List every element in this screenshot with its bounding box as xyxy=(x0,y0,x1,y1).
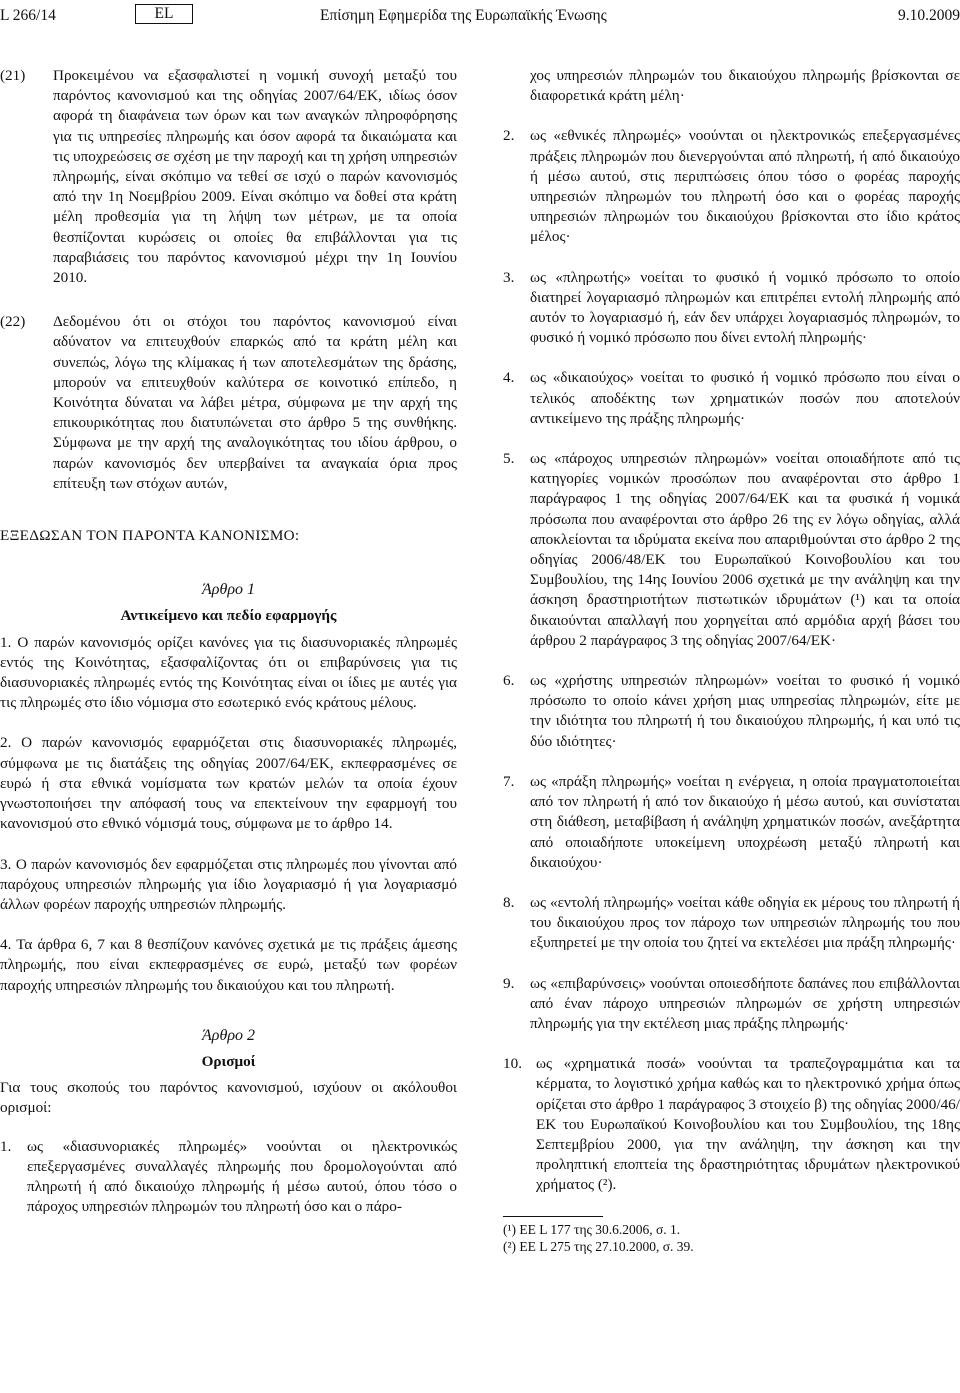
article-title: Ορισμοί xyxy=(201,1052,256,1070)
article-title: Αντικείμενο και πεδίο εφαρμογής xyxy=(120,607,337,625)
definition-text: ως «επιβαρύνσεις» νοούνται οποιεσδήποτε δαπάνες που επιβάλλονται από έναν πάροχο υπηρεσιών πληρωμών σε χρήστη υπηρεσιών πληρωμής για την εκτέλεση μιας πράξης πληρωμής· xyxy=(530,974,960,1032)
article-paragraph: 3. Ο παρών κανονισμός δεν εφαρμόζεται στις πληρωμές που γίνονται από παρόχους υπηρεσιών πληρωμής για ίδιο λογαριασμό ή για λογαριασμό άλλων φορέων παροχής υπηρεσιών πληρωμής. xyxy=(0,855,457,913)
journal-date: 9.10.2009 xyxy=(898,7,960,24)
footnote-rule xyxy=(503,1216,603,1217)
definition-item xyxy=(503,368,960,429)
recital xyxy=(0,66,457,288)
definition-text: ως «εντολή πληρωμής» νοείται κάθε οδηγία εκ μέρους του πληρωτή ή του δικαιούχου προς τον πάροχο των υπηρεσιών πληρωμής του που εξυπηρετεί με την οποία του ζητεί να εκτελέσει μια πράξη πληρωμής· xyxy=(530,893,960,952)
definition-number: 6. xyxy=(503,672,515,690)
page-number: L 266/14 xyxy=(0,7,56,24)
recital xyxy=(0,312,457,494)
definition-text: ως «πάροχος υπηρεσιών πληρωμών» νοείται οποιαδήποτε από τις κατηγορίες νομικών προσώπων που αναφέρονται στο άρθρο 1 παράγραφος 1 της οδηγίας 2007/64/ΕΚ και τα φυσικά ή νομικά πρόσωπα που αναφέρονται στο άρθρο 26 της εν λόγω οδηγίας, αλλά αποκλείονται τα ιδρύματα εκείνα που απαριθμούνται στο άρθρο 2 της οδηγίας 2006/48/ΕΚ του Ευρωπαϊκού Κοινοβουλίου και του Συμβουλίου, της 14ης Ιουνίου 2006 σχετικά με την ανάληψη και την άσκηση δραστηριοτήτων πιστωτικών ιδρυμάτων (¹) και τα οποία δικαιούνται απαλλαγή που χορηγείται από αρμόδια αρχή βάσει του άρθρου 2 παράγραφος 3 της οδηγίας 2007/64/ΕΚ· xyxy=(530,450,960,649)
language-code: EL xyxy=(135,4,193,24)
footnote: (¹) ΕΕ L 177 της 30.6.2006, σ. 1. xyxy=(503,1221,681,1237)
article-paragraph: 4. Τα άρθρα 6, 7 και 8 θεσπίζουν κανόνες σχετικά με τις πράξεις άμεσης πληρωμής, που είναι εκπεφρασμένες σε ευρώ, μεταξύ των φορέων παροχής υπηρεσιών πληρωμής του δικαιούχου και του πληρωτή. xyxy=(0,936,457,994)
definition-number: 4. xyxy=(503,369,515,387)
recital-number: (22) xyxy=(0,313,26,331)
recital-text: Προκειμένου να εξασφαλιστεί η νομική συνοχή μεταξύ του παρόντος κανονισμού και της οδηγίας 2007/64/ΕΚ, ιδίως όσον αφορά τη διαφάνεια των όρων και των αναγκών πληροφόρησης για τις υπηρεσίες πληρωμής και όσον αφορά τα δικαιώματα και τις υποχρεώσεις σε σχέση με την παροχή και τη χρήση υπηρεσιών πληρωμής, είναι σκόπιμο να τεθεί σε ισχύ ο παρών κανονισμός από την 1η Νοεμβρίου 2009. Είναι σκόπιμο να δοθεί στα κράτη μέλη προθεσμία για τη λήψη των μέτρων, με τα οποία θεσπίζονται κυρώσεις οι οποίες θα επιβάλλονται για τις παραβιάσεις του παρόντος κανονισμού μέχρι την 1η Ιουνίου 2010. xyxy=(53,67,457,287)
definition-text: ως «χρήστης υπηρεσιών πληρωμών» νοείται το φυσικό ή νομικό πρόσωπο το οποίο κάνει χρήση μιας υπηρεσίας πληρωμών, είτε με την ιδιότητα του πληρωτή ή του δικαιούχου πληρωμής, ή και υπό τις δύο ιδιότητες· xyxy=(530,672,960,750)
definition-text: ως «διασυνοριακές πληρωμές» νοούνται οι ηλεκτρονικώς επεξεργασμένες συναλλαγές πληρωμής που δρομολογούνται από πληρωτή ή από δικαιούχο πληρωμής ή μέσω αυτού, όπου τόσο ο πάροχος υπηρεσιών πληρωμών του πληρωτή όσο και ο πάρο- xyxy=(27,1137,457,1216)
right-column xyxy=(503,66,960,1255)
left-column xyxy=(0,66,457,1237)
article-paragraph: 2. Ο παρών κανονισμός εφαρμόζεται στις διασυνοριακές πληρωμές, σύμφωνα με τις διατάξεις της οδηγίας 2007/64/ΕΚ, εκπεφρασμένες σε ευρώ ή στα εθνικά νομίσματα των κρατών μελών τα οποία έχουν γνωστοποιήσει την απόφασή τους να επεκτείνουν την εφαρμογή του κανονισμού στο εθνικό νόμισμά τους, σύμφωνα με το άρθρο 14. xyxy=(0,734,457,833)
definition-item xyxy=(503,974,960,1035)
definition-text: ως «εθνικές πληρωμές» νοούνται οι ηλεκτρονικώς επεξεργασμένες πράξεις πληρωμών που διενεργούνται από πληρωτή, ή από δικαιούχο ή μέσω αυτού, στις περιπτώσεις όπου τόσο ο φορέας παροχής υπηρεσιών πληρωμών του πληρωτή όσο και ο φορέας παροχής υπηρεσιών πληρωμών του δικαιούχου βρίσκονται στο ίδιο κράτος μέλος· xyxy=(530,127,960,246)
definition-number: 3. xyxy=(503,268,515,286)
recital-text: Δεδομένου ότι οι στόχοι του παρόντος κανονισμού είναι αδύνατον να επιτευχθούν επαρκώς από τα κράτη μέλη και συνεπώς, λόγω της κλίμακας ή των αποτελεσμάτων της δράσης, μπορούν να επιτευχθούν καλύτερα σε κοινοτικό επίπεδο, η Κοινότητα δύναται να λάβει μέτρα, σύμφωνα με την αρχή της επικουρικότητας που διατυπώνεται στο άρθρο 5 της συνθήκης. Σύμφωνα με την αρχή της αναλογικότητας του ιδίου άρθρου, ο παρών κανονισμός δεν υπερβαίνει τα αναγκαία όρια προς επίτευξη των στόχων αυτών, xyxy=(53,313,457,492)
definition-text: ως «πληρωτής» νοείται το φυσικό ή νομικό πρόσωπο το οποίο διατηρεί λογαριασμό πληρωμών και επιτρέπει εντολή πληρωμής από αυτόν το λογαριασμό ή, εάν δεν υπάρχει λογαριασμός πληρωμών, το φυσικό ή νομικό πρόσωπο που δίνει εντολή πληρωμής· xyxy=(530,268,960,347)
definition-number: 2. xyxy=(503,127,515,145)
definition-item xyxy=(503,449,960,651)
footnote: (²) ΕΕ L 275 της 27.10.2000, σ. 39. xyxy=(503,1238,694,1254)
article-label: Άρθρο 2 xyxy=(202,1026,255,1044)
definition-number: 7. xyxy=(503,772,515,790)
definition-item xyxy=(503,893,960,954)
definition-continuation: χος υπηρεσιών πληρωμών του δικαιούχου πληρωμής βρίσκονται σε διαφορετικά κράτη μέλη· xyxy=(530,67,960,105)
definition-item xyxy=(503,1054,960,1195)
page-header xyxy=(0,4,960,30)
article-paragraph: 1. Ο παρών κανονισμός ορίζει κανόνες για τις διασυνοριακές πληρωμές εντός της Κοινότητας, εξασφαλίζοντας ότι οι επιβαρύνσεις για τις διασυνοριακές πληρωμές εντός της Κοινότητας είναι οι ίδιες με αυτές για τις πληρωμές στο ίδιο νόμισμα στο εσωτερικό ενός κράτους μέλους. xyxy=(0,633,457,712)
definition-number: 10. xyxy=(503,1055,522,1073)
definition-text: ως «πράξη πληρωμής» νοείται η ενέργεια, η οποία πραγματοποιείται από τον πληρωτή ή από τον δικαιούχο ή μέσω αυτού, και συνίσταται στη διάθεση, μεταβίβαση ή ανάληψη χρηματικών ποσών, ανεξάρτητα από οποιαδήποτε υποκείμενη υποχρέωση μεταξύ πληρωτή και δικαιούχου· xyxy=(530,772,960,871)
journal-title: Επίσημη Εφημερίδα της Ευρωπαϊκής Ένωσης xyxy=(320,7,607,24)
definition-number: 5. xyxy=(503,450,515,468)
article-label: Άρθρο 1 xyxy=(202,581,255,599)
definition-text: ως «χρηματικά ποσά» νοούνται τα τραπεζογραμμάτια και τα κέρματα, το λογιστικό χρήμα καθώς και το ηλεκτρονικό χρήμα όπως ορίζεται στο άρθρο 1 παράγραφος 3 στοιχείο β) της οδηγίας 2000/46/ΕΚ του Ευρωπαϊκού Κοινοβουλίου και του Συμβουλίου, της 18ης Σεπτεμβρίου 2000, για την ανάληψη, την άσκηση και την προληπτική εποπτεία της δραστηριότητας ιδρυμάτων ηλεκτρονικού χρήματος (²). xyxy=(536,1055,960,1194)
definitions-list xyxy=(503,126,960,1195)
definitions-intro: Για τους σκοπούς του παρόντος κανονισμού, ισχύουν οι ακόλουθοι ορισμοί: xyxy=(0,1079,457,1117)
recital-number: (21) xyxy=(0,67,26,84)
definition-number: 9. xyxy=(503,974,515,992)
enacting-formula: ΕΞΕΔΩΣΑΝ ΤΟΝ ΠΑΡΟΝΤΑ ΚΑΝΟΝΙΣΜΟ: xyxy=(0,527,300,545)
definition-item xyxy=(503,671,960,752)
definition-item xyxy=(503,268,960,349)
definition-item xyxy=(503,772,960,873)
definition-item xyxy=(503,126,960,247)
definition-text: ως «δικαιούχος» νοείται το φυσικό ή νομικό πρόσωπο που είναι ο τελικός αποδέκτης των χρηματικών ποσών που αποτελούν αντικείμενο της πράξης πληρωμής· xyxy=(530,369,960,427)
definition-number: 1. xyxy=(0,1137,12,1155)
definition-number: 8. xyxy=(503,893,515,911)
definition-item xyxy=(0,1137,457,1218)
